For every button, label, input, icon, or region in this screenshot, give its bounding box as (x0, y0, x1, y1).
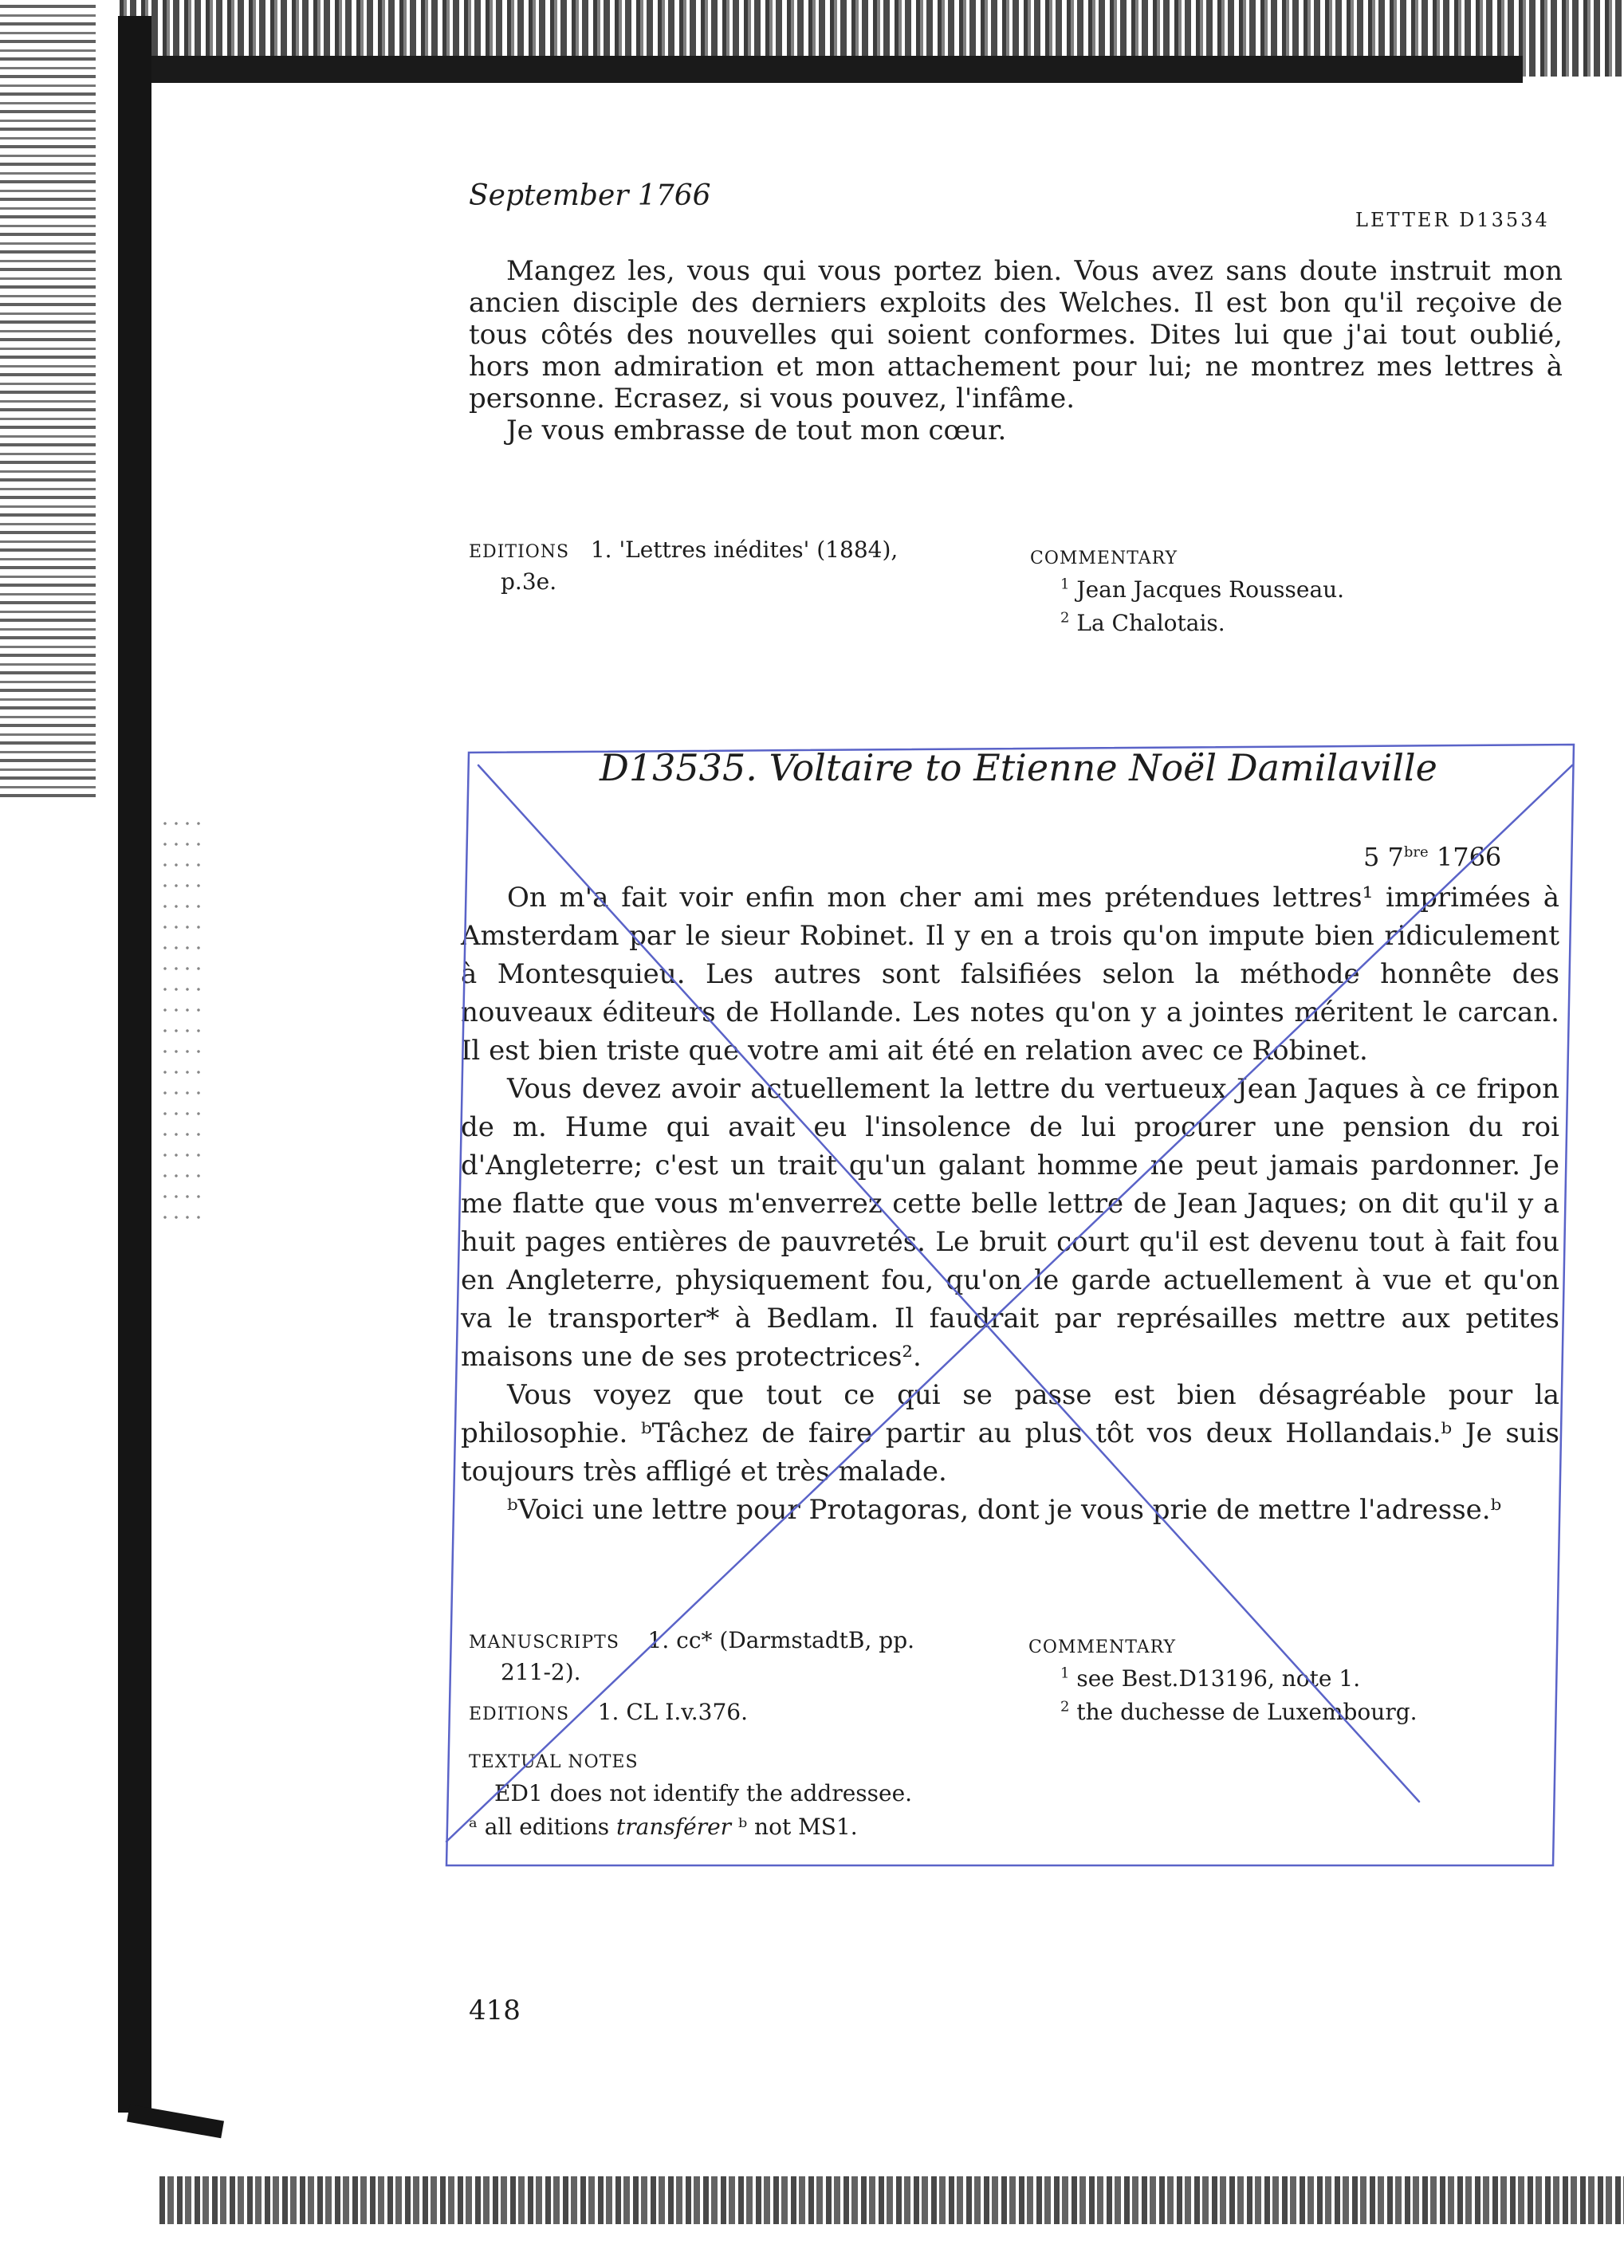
letter1-commentary-label: COMMENTARY (1030, 548, 1178, 568)
letter1-editions-cont: p.3e. (501, 568, 557, 595)
letter2-date: 5 $7^{bre}$ 1766 (1363, 842, 1502, 872)
letter2-commentary-1: $^1$ see Best.D13196, note 1. (1060, 1665, 1361, 1692)
letter1-commentary-1: $^1$ Jean Jacques Rousseau. (1060, 576, 1345, 603)
letter2-textual-note-2: ᵃ all editions transférer ᵇ not MS1. (469, 1814, 858, 1840)
letter2-textual-note-1: ED1 does not identify the addressee. (494, 1780, 913, 1806)
page-number: 418 (469, 1995, 521, 2026)
running-head-date: September 1766 (469, 179, 711, 212)
letter2-title: D13535. Voltaire to Etienne Noël Damilaville (600, 746, 1437, 789)
letter1-commentary-2: $^2$ La Chalotais. (1060, 609, 1225, 636)
letter2-paragraph: Vous devez avoir actuellement la lettre du vertueux Jean Jaques à ce fripon de m. Hume qui avait eu l'insolence de lui procurer une pension du roi d'Angleterre; c'est un trait qu'un galant homme ne peut jamais pardonner. Je me flatte que vous m'enverrez cette belle lettre de Jean Jaques; on dit qu'il y a huit pages entières de pauvretés. Le bruit court qu'il est devenu tout à fait fou en Angleterre, physiquement fou, qu'on le garde actuellement à vue et qu'on va le transporter* à Bedlam. Il faudrait par représailles mettre aux petites maisons une de ses protectrices². (461, 1073, 1559, 1373)
letter2-commentary-2: $^2$ the duchesse de Luxembourg. (1060, 1698, 1418, 1725)
editions-text: 1. 'Lettres inédites' (1884), (590, 537, 899, 563)
letter2-textual-notes-label: TEXTUAL NOTES (469, 1752, 639, 1772)
editions-label: EDITIONS (469, 542, 570, 562)
letter1-paragraph: Je vous embrasse de tout mon cœur. (506, 415, 1007, 446)
letter2-commentary-label: COMMENTARY (1028, 1637, 1177, 1657)
letter2-editions: EDITIONS 1. CL I.v.376. (469, 1699, 748, 1725)
letter2-paragraph: Vous voyez que tout ce qui se passe est bien désagréable pour la philosophie. ᵇTâchez de faire partir au plus tôt vos deux Hollandais.ᵇ Je suis toujours très affligé et très malade. (461, 1379, 1559, 1488)
annotation-cross-line (446, 765, 1572, 1842)
letter2-paragraph: On m'a fait voir enfin mon cher ami mes prétendues lettres¹ imprimées à Amsterdam par le sieur Robinet. Il y en a trois qu'on impute bien ridiculement à Montesquieu. Les autres sont falsifiées selon la méthode honnête des nouveaux éditeurs de Hollande. Les notes qu'on y a jointes méritent le carcan. Il est bien triste que votre ami ait été en relation avec ce Robinet. (461, 882, 1559, 1067)
annotation-box (446, 745, 1574, 1865)
letter2-manuscripts-cont: 211-2). (501, 1659, 581, 1685)
annotation-cross-line (478, 765, 1419, 1802)
letter1-paragraph: Mangez les, vous qui vous portez bien. Vous avez sans doute instruit mon ancien disciple des derniers exploits des Welches. Il est bon qu'il reçoive de tous côtés des nouvelles qui soient conformes. Dites lui que j'ai tout oublié, hors mon admiration et mon attachement pour lui; ne montrez mes lettres à personne. Ecrasez, si vous pouvez, l'infâme. (469, 255, 1563, 415)
letter2-paragraph: ᵇVoici une lettre pour Protagoras, dont je vous prie de mettre l'adresse.ᵇ (507, 1494, 1502, 1526)
letter2-manuscripts: MANUSCRIPTS 1. cc* (DarmstadtB, pp. (469, 1627, 915, 1653)
running-head-letter: LETTER D13534 (1355, 209, 1550, 231)
